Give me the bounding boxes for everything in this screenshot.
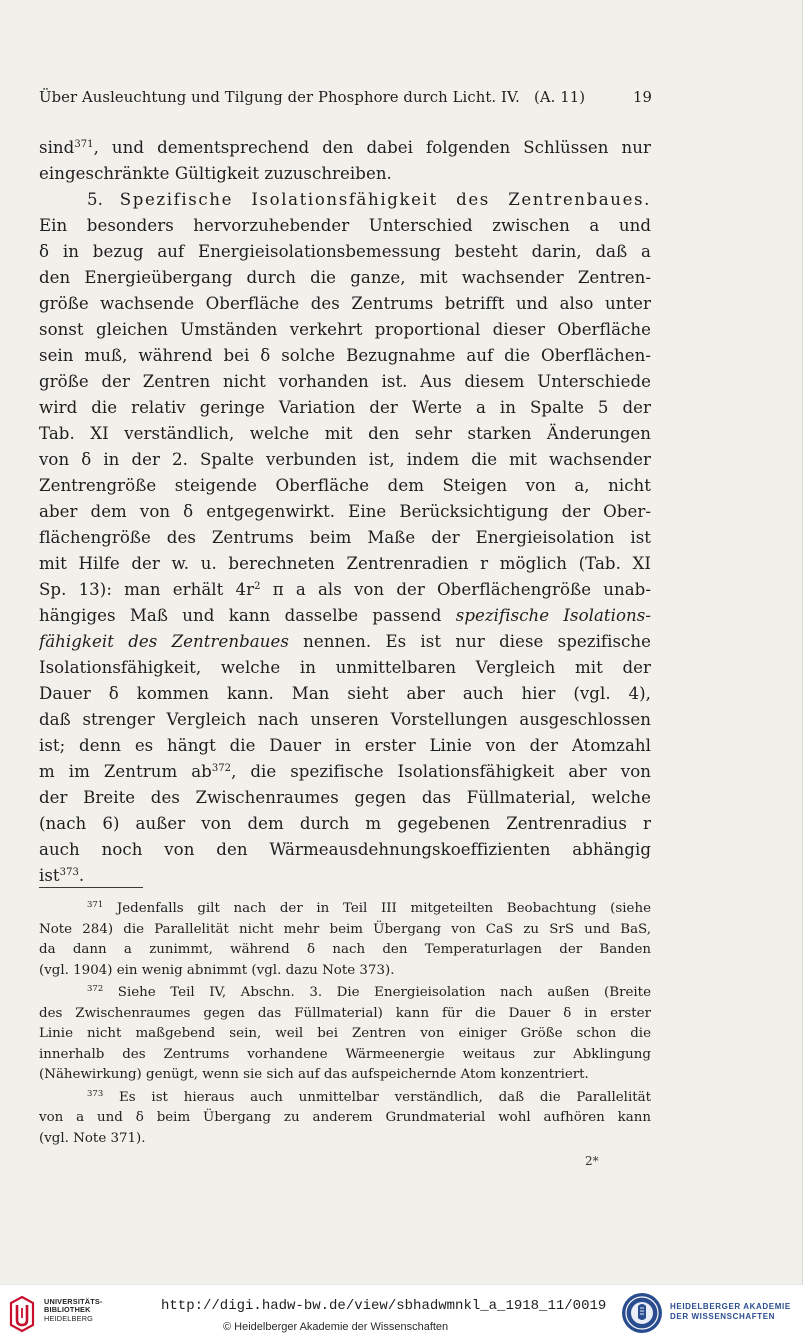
copyright-notice: © Heidelberger Akademie der Wissenschaften — [223, 1321, 449, 1333]
text-line: Ein besonders hervorzuhebender Unterschied zwischen a und — [39, 216, 651, 235]
footnote-372 — [39, 983, 651, 1086]
text-line: auch noch von den Wärmeausdehnungskoeffizienten abhängig — [39, 840, 651, 859]
footnote-371 — [39, 899, 651, 981]
text-line: größe wachsende Oberfläche des Zentrums betrifft und also unter — [39, 294, 651, 313]
italic-term: fähigkeit des Zentrenbaues — [39, 632, 289, 651]
text-line: den Energieübergang durch die ganze, mit wachsender Zentren- — [39, 268, 651, 287]
text-line: mit Hilfe der w. u. berechneten Zentrenradien r möglich (Tab. XI — [39, 554, 651, 573]
footnote-ref-372: 372 — [211, 763, 232, 774]
university-library-logo-icon — [8, 1294, 36, 1334]
section-heading — [39, 187, 651, 213]
text-line: m im Zentrum $ab^{372}$, die spezifische Isolationsfähigkeit aber von — [39, 762, 651, 781]
footnote-373 — [39, 1088, 651, 1150]
footnote-line: (Nähewirkung) genügt, wenn sie sich auf das aufspeichernde Atom konzentriert. — [39, 1067, 589, 1082]
university-library-name: UNIVERSITÄTS- BIBLIOTHEK HEIDELBERG — [44, 1297, 103, 1323]
footnote-divider — [39, 887, 143, 888]
text-line: ist; denn es hängt die Dauer in erster Linie von der Atomzahl — [39, 736, 651, 755]
text-line: daß strenger Vergleich nach unseren Vorstellungen ausgeschlossen — [39, 710, 651, 729]
text-line: Sp. 13): man erhält $4r^2$ π a als von der Oberflächengröße unab- — [39, 580, 651, 599]
exponent: 2 — [254, 581, 261, 592]
academy-seal-icon — [620, 1291, 664, 1335]
footnote-line: von a und δ beim Übergang zu anderem Grundmaterial wohl aufhören kann — [39, 1110, 651, 1125]
text-line: aber dem von δ entgegenwirkt. Eine Berücksichtigung der Ober- — [39, 502, 651, 521]
footnote-line: innerhalb des Zentrums vorhandene Wärmeenergie weitaus zur Abklingung — [39, 1046, 651, 1062]
text-line: eingeschränkte Gültigkeit zuzuschreiben. — [39, 164, 392, 183]
running-header-title: Über Ausleuchtung und Tilgung der Phosphore durch Licht. IV. — [39, 89, 520, 106]
footnote-line: $^{371}$ Jedenfalls gilt nach der in Teil III mitgeteilten Beobachtung (siehe — [87, 900, 651, 916]
text-line: Dauer δ kommen kann. Man sieht aber auch hier (vgl. 4), — [39, 684, 651, 703]
running-header — [39, 89, 652, 113]
footnote-line: $^{373}$ Es ist hieraus auch unmittelbar verständlich, daß die Parallelität — [87, 1088, 651, 1105]
section-title: Spezifische Isolationsfähigkeit des Zentrenbaues. — [119, 190, 651, 209]
footnote-line: (vgl. Note 371). — [39, 1130, 146, 1146]
footnote-ref-373: 373 — [59, 867, 79, 878]
footnote-ref-371: 371 — [74, 139, 94, 150]
text-line: wird die relativ geringe Variation der Werte a in Spalte 5 der — [39, 398, 651, 417]
footnote-number: 373 — [87, 1088, 104, 1099]
footnote-number: 371 — [87, 900, 104, 910]
viewer-footer — [0, 1284, 803, 1341]
text-line: (nach 6) außer von dem durch m gegebenen Zentrenradius r — [39, 814, 651, 833]
text-line: sonst gleichen Umständen verkehrt proportional dieser Oberfläche — [39, 320, 651, 339]
footnotes — [39, 899, 651, 1149]
text-line: größe der Zentren nicht vorhanden ist. Aus diesem Unterschiede — [39, 372, 651, 391]
sheet-signature: 2* — [585, 1154, 599, 1168]
text-line: Isolationsfähigkeit, welche in unmittelbaren Vergleich mit der — [39, 658, 651, 677]
text-line: fähigkeit des Zentrenbaues nennen. Es ist nur diese spezifische — [39, 632, 651, 651]
footnote-line: $^{372}$ Siehe Teil IV, Abschn. 3. Die Energieisolation nach außen (Breite — [87, 984, 651, 1000]
text-line: von δ in der 2. Spalte verbunden ist, indem die mit wachsender — [39, 450, 651, 469]
main-text — [39, 135, 651, 889]
footnote-line: da dann a zunimmt, während δ nach den Temperaturlagen der Banden — [39, 942, 651, 957]
footnote-line: Note 284) die Parallelität nicht mehr beim Übergang von CaS zu SrS und BaS, — [39, 921, 651, 937]
text-line: flächengröße des Zentrums beim Maße der Energieisolation ist — [39, 528, 651, 547]
running-header-ref: (A. 11) — [534, 89, 586, 106]
footnote-line: des Zwischenraumes gegen das Füllmaterial) kann für die Dauer δ in erster — [39, 1005, 651, 1021]
text-line: hängiges Maß und kann dasselbe passend spezifische Isolations- — [39, 606, 651, 625]
italic-term: spezifische Isolations- — [455, 606, 651, 625]
text-line: Zentrengröße steigende Oberfläche dem Steigen von a, nicht — [39, 476, 651, 495]
text-line: ist$^{373}$. — [39, 866, 85, 885]
footnote-line: (vgl. 1904) ein wenig abnimmt (vgl. dazu Note 373). — [39, 962, 395, 978]
text-line: δ in bezug auf Energieisolationsbemessung besteht darin, daß a — [39, 242, 651, 261]
text-line: Tab. XI verständlich, welche mit den sehr starken Änderungen — [39, 424, 651, 443]
text-line: sein muß, während bei δ solche Bezugnahme auf die Oberflächen- — [39, 346, 651, 365]
section-number: 5. — [87, 190, 103, 209]
permalink[interactable]: http://digi.hadw-bw.de/view/sbhadwmnkl_a_1918_11/0019 — [161, 1298, 607, 1314]
page-number: 19 — [632, 89, 652, 106]
footnote-line: Linie nicht maßgebend sein, weil bei Zentren von einiger Größe schon die — [39, 1026, 651, 1041]
footnote-number: 372 — [87, 984, 104, 994]
text-line: der Breite des Zwischenraumes gegen das Füllmaterial, welche — [39, 788, 651, 807]
text-line: sind$^{371}$, und dementsprechend den dabei folgenden Schlüssen nur — [39, 138, 651, 157]
academy-name: HEIDELBERGER AKADEMIE DER WISSENSCHAFTEN — [670, 1302, 791, 1321]
